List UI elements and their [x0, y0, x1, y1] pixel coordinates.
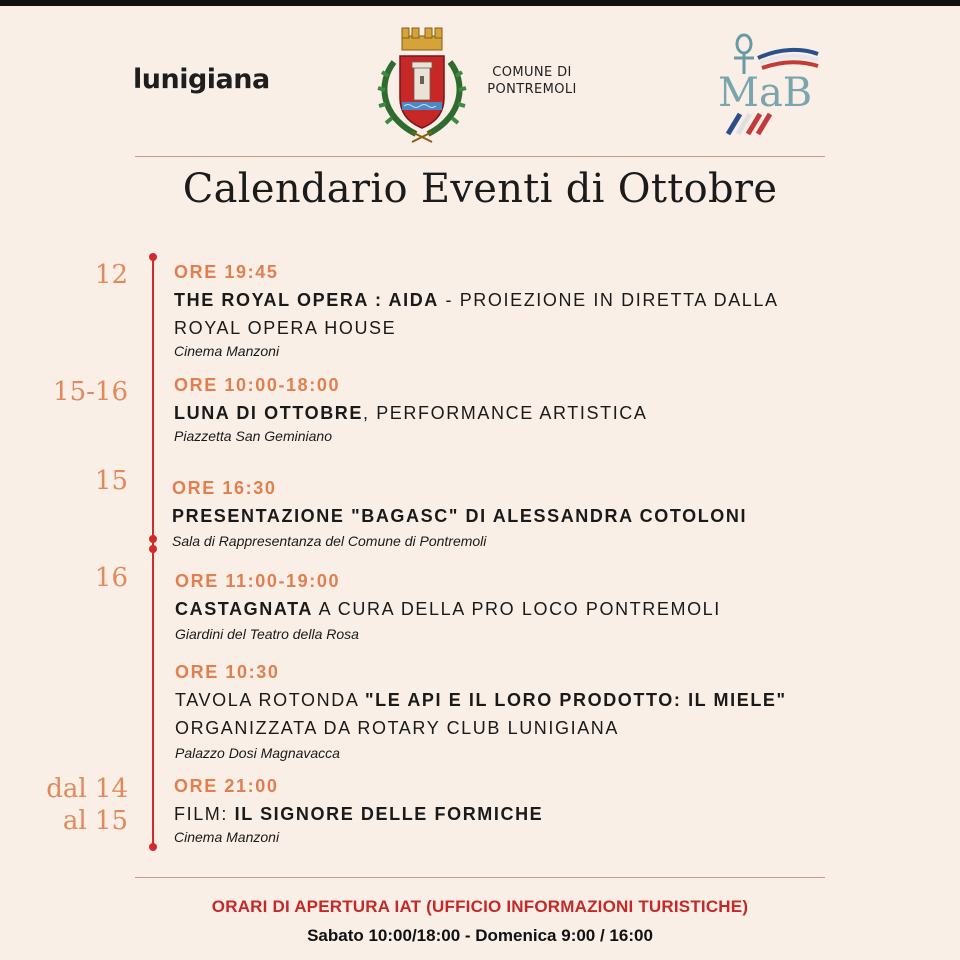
event-title-bold: PRESENTAZIONE "BAGASC" DI ALESSANDRA COTOLONI	[172, 506, 748, 526]
footer-divider	[135, 877, 825, 878]
event-title	[175, 599, 721, 620]
event-date-line2: al 15	[62, 806, 128, 836]
event-title-bold: IL SIGNORE DELLE FORMICHE	[234, 804, 544, 824]
top-border	[0, 0, 960, 6]
event-title	[174, 403, 648, 424]
comune-di-pontremoli-label	[478, 64, 586, 98]
event-date-line1: dal 14	[46, 774, 128, 804]
lunigiana-logo: lunigiana	[133, 64, 270, 95]
event-time: ORE 10:30	[175, 662, 280, 682]
event-title-line2: ROYAL OPERA HOUSE	[174, 318, 397, 338]
header-divider	[135, 156, 825, 157]
event-title-pre: TAVOLA ROTONDA	[175, 690, 366, 710]
event-title	[172, 506, 747, 527]
event-place: Sala di Rappresentanza del Comune di Pontremoli	[172, 533, 487, 549]
event-title	[175, 690, 787, 711]
timeline-dot	[149, 535, 157, 543]
event-title-rest: , PERFORMANCE ARTISTICA	[363, 403, 648, 423]
page-title: Calendario Eventi di Ottobre	[182, 166, 778, 212]
event-place: Cinema Manzoni	[174, 829, 280, 845]
event-place: Cinema Manzoni	[174, 343, 280, 359]
mab-logo-text: MaB	[718, 70, 813, 116]
event-date: 16	[94, 563, 128, 593]
comune-line-1: COMUNE DI	[492, 65, 572, 80]
event-time: ORE 19:45	[174, 262, 279, 282]
event-date: 15-16	[53, 377, 128, 407]
event-title-pre: FILM:	[174, 804, 235, 824]
event-time: ORE 11:00-19:00	[175, 571, 341, 591]
timeline-dot	[149, 843, 157, 851]
pontremoli-crest-icon	[376, 26, 468, 146]
event-place: Piazzetta San Geminiano	[174, 428, 332, 444]
event-title	[174, 290, 779, 311]
event-date: 15	[94, 466, 128, 496]
event-title-bold: THE ROYAL OPERA : AIDA	[174, 290, 439, 310]
footer-title: ORARI DI APERTURA IAT (UFFICIO INFORMAZIONI TURISTICHE)	[211, 897, 749, 916]
event-title-bold: "LE API E IL LORO PRODOTTO: IL MIELE"	[365, 690, 787, 710]
event-title-rest: A CURA DELLA PRO LOCO PONTREMOLI	[312, 599, 721, 619]
event-place: Palazzo Dosi Magnavacca	[175, 745, 340, 761]
event-title-line2: ORGANIZZATA DA ROTARY CLUB LUNIGIANA	[175, 718, 620, 738]
event-time: ORE 10:00-18:00	[174, 375, 341, 395]
footer-hours: Sabato 10:00/18:00 - Domenica 9:00 / 16:00	[307, 926, 653, 945]
timeline-dot	[149, 253, 157, 261]
comune-line-2: PONTREMOLI	[487, 82, 577, 97]
event-date: 12	[94, 260, 128, 290]
event-title-bold: LUNA DI OTTOBRE	[174, 403, 363, 423]
event-title-rest: - PROIEZIONE IN DIRETTA DALLA	[438, 290, 779, 310]
event-title	[174, 804, 543, 825]
mab-logo-icon	[714, 30, 824, 136]
event-time: ORE 21:00	[174, 776, 279, 796]
timeline-dot	[149, 545, 157, 553]
event-place: Giardini del Teatro della Rosa	[175, 626, 359, 642]
event-title-bold: CASTAGNATA	[175, 599, 313, 619]
event-time: ORE 16:30	[172, 478, 277, 498]
